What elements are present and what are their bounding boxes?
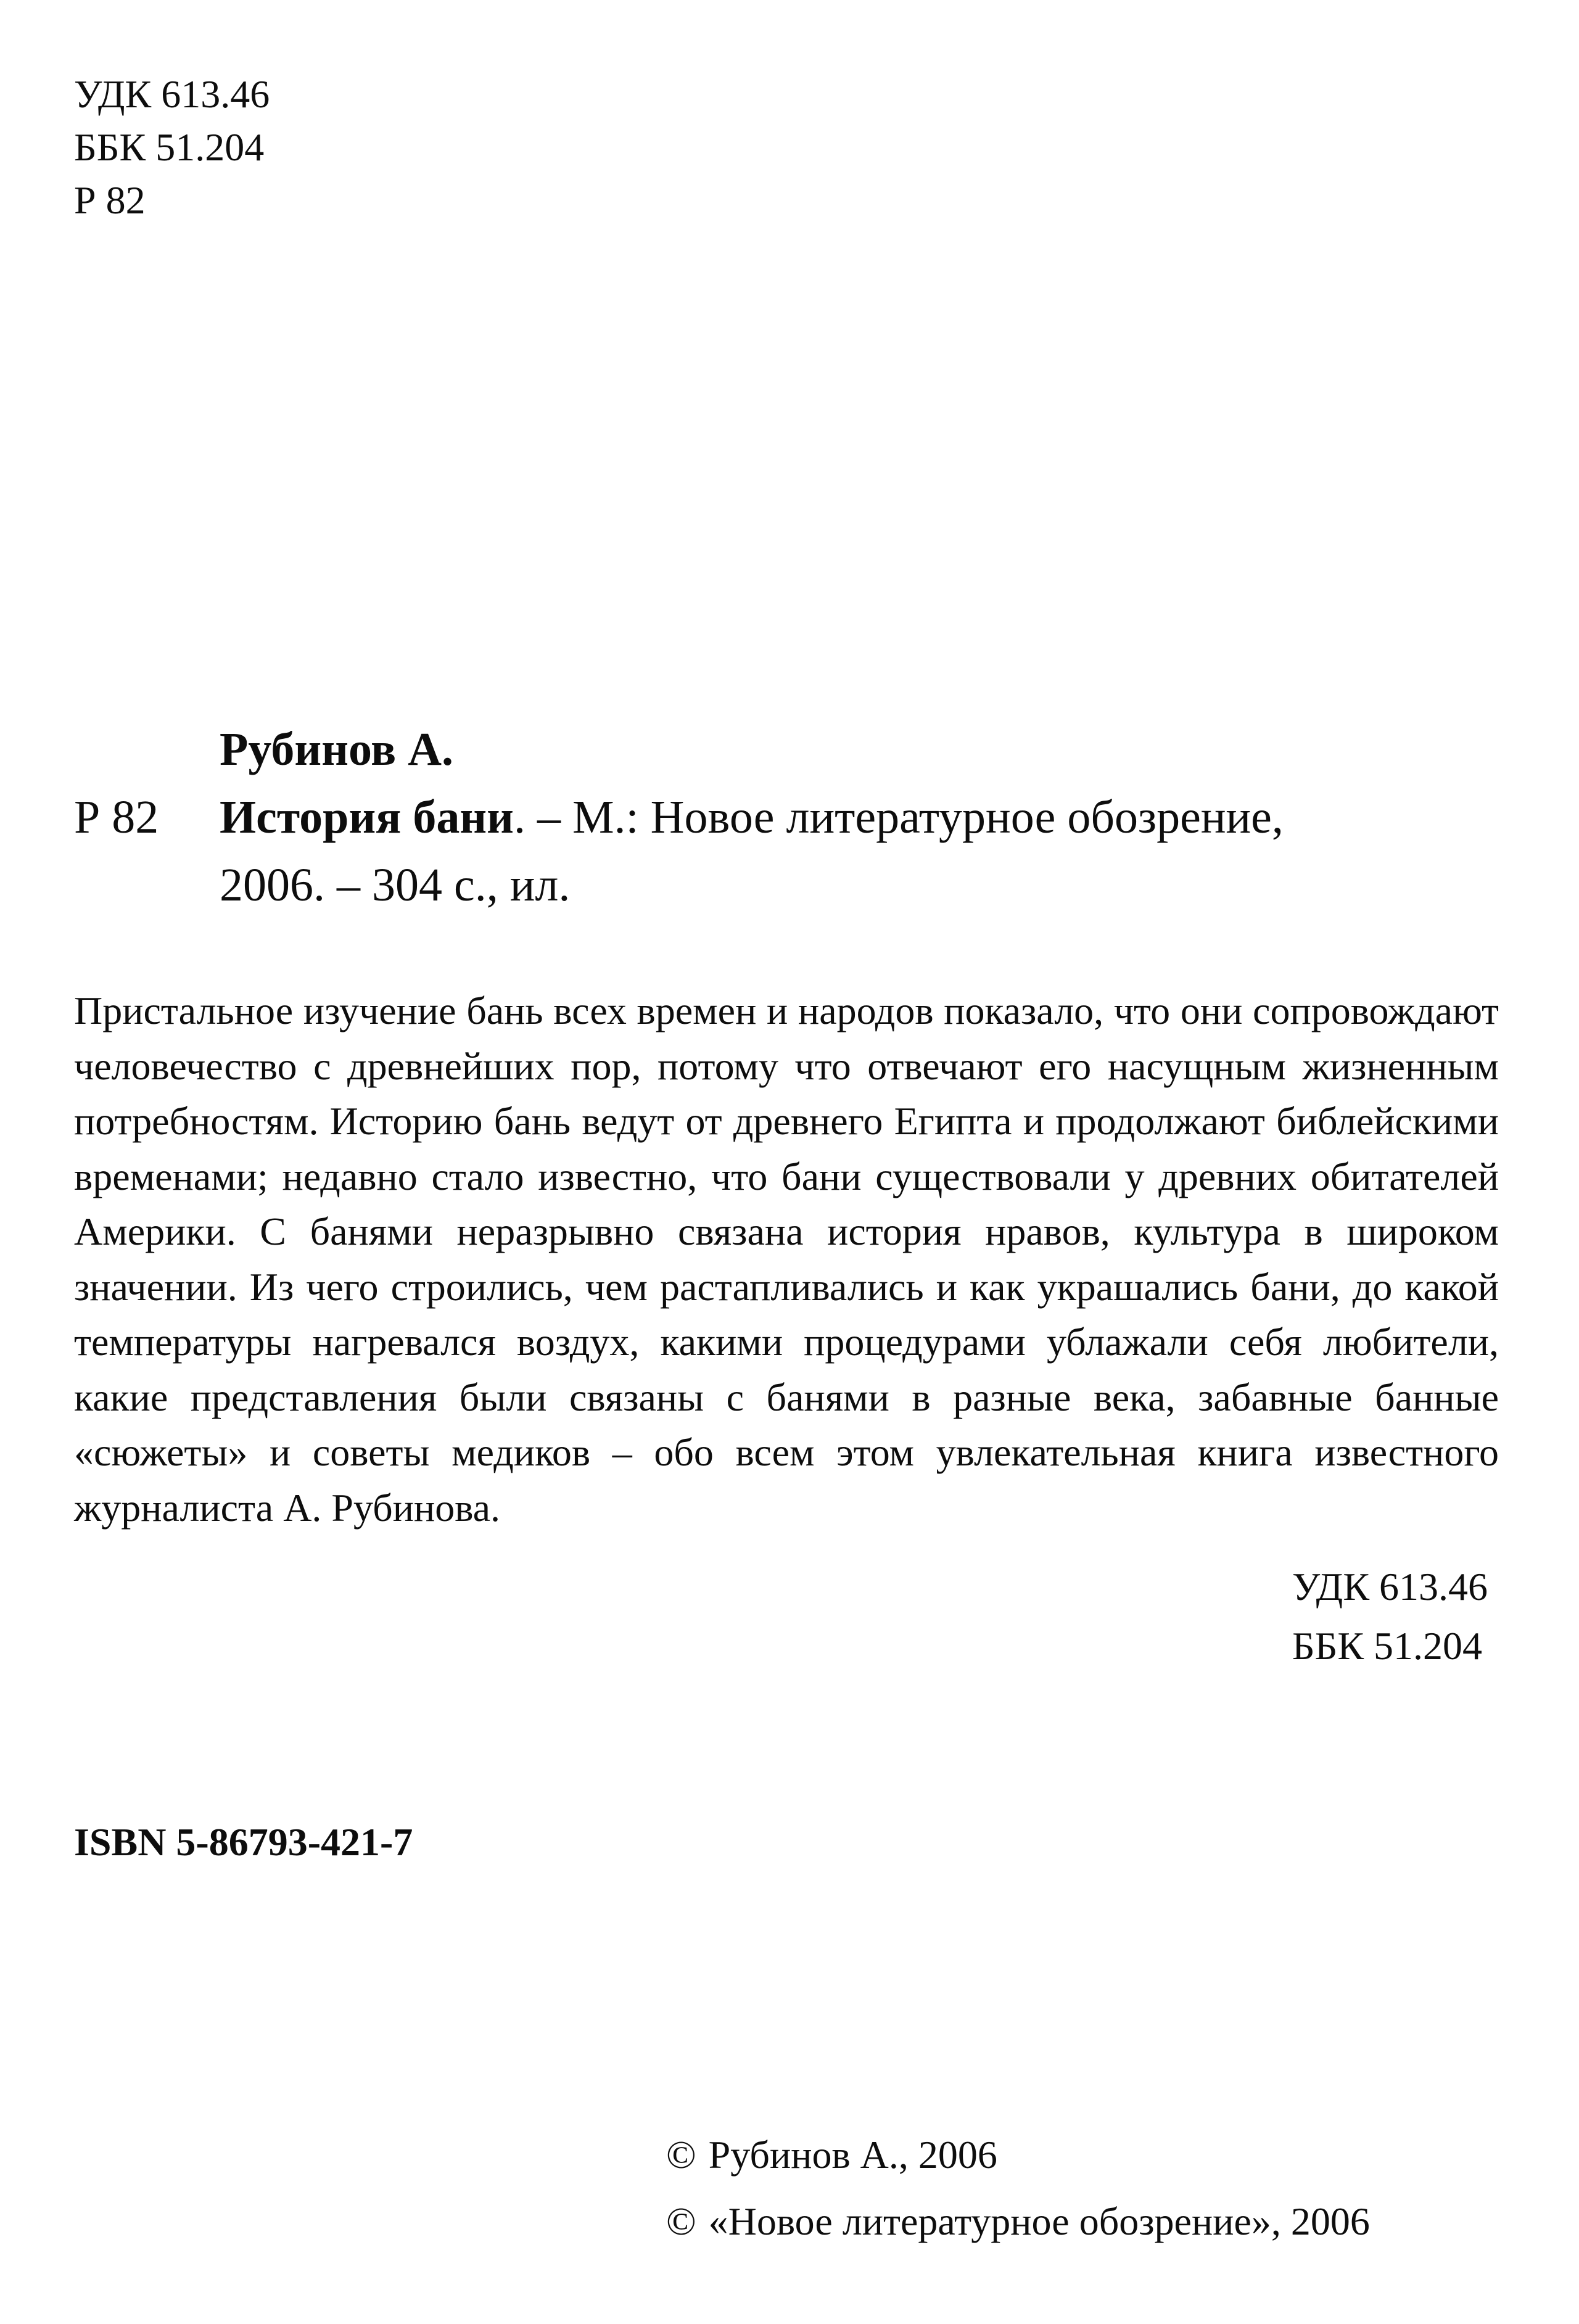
author-cipher: Р 82 (74, 178, 146, 222)
abstract-text: Пристальное изучение бань всех времен и народов показало, что они сопровождают человечество с древнейших пор, потому что отвечают его насущным жизненным потребностям. Историю бань ведут от древнего Египта и продолжают библейскими временами; недавно стало известно, что бани существовали у древних обитателей Америки. С банями неразрывно связана история нравов, культура в широком значении. Из чего строились, чем растапливались и как украшались бани, до какой температуры нагревался воздух, какими процедурами ублажали себя любители, какие представления были связаны с банями в разные века, забавные банные «сюжеты» и советы медиков – обо всем этом увлекательная книга известного журналиста А. Рубинова. (74, 989, 1499, 1530)
udk-code: УДК 613.46 (74, 72, 270, 116)
details-line (74, 851, 1505, 919)
author-line (74, 715, 1505, 783)
copyright-text: «Новое литературное обозрение», 2006 (708, 2199, 1370, 2243)
publication-info: . – М.: Новое литературное обозрение, (513, 791, 1284, 843)
isbn-number: ISBN 5-86793-421-7 (74, 1820, 413, 1864)
record-cipher: Р 82 (74, 791, 159, 843)
bbk-code: ББК 51.204 (1292, 1624, 1482, 1668)
copyright-line (666, 2188, 1370, 2255)
book-title: История бани (220, 791, 514, 843)
bibliographic-record (74, 715, 1505, 919)
copyright-notices (666, 2122, 1370, 2255)
author-name: Рубинов А. (220, 723, 454, 775)
udk-code: УДК 613.46 (1292, 1565, 1488, 1609)
copyright-text: Рубинов А., 2006 (708, 2133, 997, 2177)
copyright-icon: © (666, 2133, 696, 2177)
classification-codes-top (74, 68, 270, 227)
classification-codes-bottom (1292, 1557, 1488, 1676)
title-line (74, 783, 1505, 851)
publication-details: 2006. – 304 с., ил. (220, 859, 571, 911)
copyright-line (666, 2122, 1370, 2188)
copyright-icon: © (666, 2199, 696, 2243)
bbk-code: ББК 51.204 (74, 125, 265, 169)
